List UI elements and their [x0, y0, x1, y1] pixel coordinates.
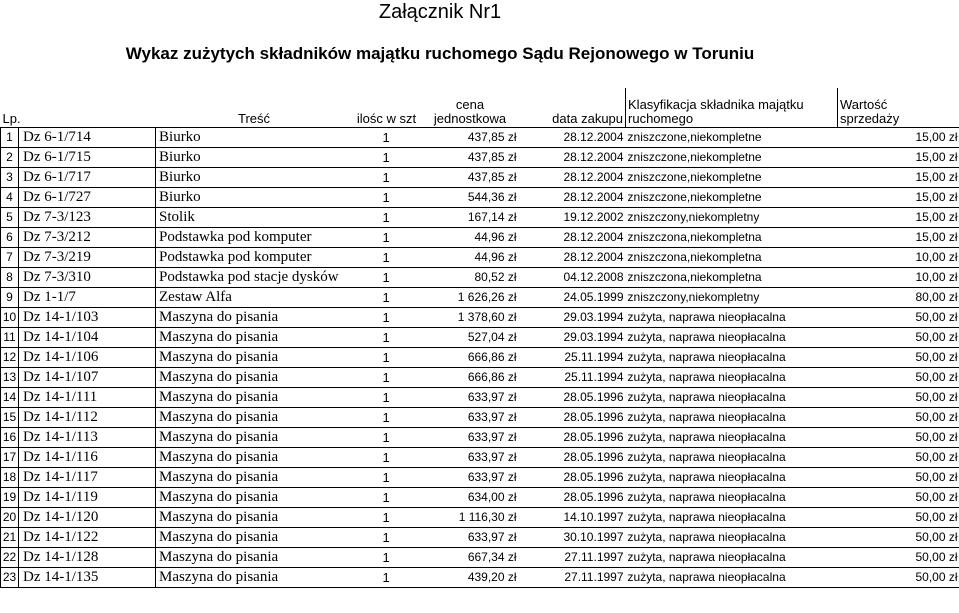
row-classification: zniszczone,niekompletne [626, 128, 838, 148]
row-purchase-date: 28.12.2004 [520, 128, 626, 148]
header-tresc: Treść [238, 111, 271, 126]
row-unit-price: 44,96 zł [421, 228, 520, 248]
row-item-name: Maszyna do pisania [156, 448, 353, 468]
row-classification: zużyta, naprawa nieopłacalna [626, 368, 838, 388]
row-sale-value: 10,00 zł [838, 268, 959, 288]
row-quantity: 1 [353, 328, 421, 348]
row-item-name: Podstawka pod stacje dysków [156, 268, 353, 288]
row-classification: zniszczone,niekompletne [626, 148, 838, 168]
row-unit-price: 633,97 zł [421, 468, 520, 488]
table-row [1, 308, 959, 328]
table-row [1, 528, 959, 548]
row-purchase-date: 28.12.2004 [520, 228, 626, 248]
row-sale-value: 50,00 zł [838, 448, 959, 468]
row-classification: zniszczone,niekompletne [626, 188, 838, 208]
row-inventory-number: Dz 14-1/135 [19, 568, 156, 588]
row-quantity: 1 [353, 228, 421, 248]
table-row [1, 268, 959, 288]
table-row [1, 408, 959, 428]
row-unit-price: 167,14 zł [421, 208, 520, 228]
row-classification: zużyta, naprawa nieopłacalna [626, 308, 838, 328]
row-sale-value: 50,00 zł [838, 528, 959, 548]
table-row [1, 548, 959, 568]
table-row [1, 448, 959, 468]
row-item-name: Biurko [156, 168, 353, 188]
row-item-name: Maszyna do pisania [156, 568, 353, 588]
row-item-name: Maszyna do pisania [156, 508, 353, 528]
table-row [1, 128, 959, 148]
row-classification: zużyta, naprawa nieopłacalna [626, 328, 838, 348]
document-title: Załącznik Nr1 [378, 1, 502, 23]
row-classification: zniszczona,niekompletna [626, 268, 838, 288]
row-quantity: 1 [353, 448, 421, 468]
row-lp: 21 [1, 528, 19, 548]
row-item-name: Podstawka pod komputer [156, 248, 353, 268]
row-sale-value: 15,00 zł [838, 168, 959, 188]
row-lp: 16 [1, 428, 19, 448]
row-lp: 19 [1, 488, 19, 508]
row-quantity: 1 [353, 468, 421, 488]
row-lp: 5 [1, 208, 19, 228]
row-quantity: 1 [353, 188, 421, 208]
row-classification: zużyta, naprawa nieopłacalna [626, 428, 838, 448]
row-sale-value: 50,00 zł [838, 488, 959, 508]
row-lp: 8 [1, 268, 19, 288]
row-lp: 7 [1, 248, 19, 268]
row-classification: zniszczone,niekompletne [626, 168, 838, 188]
row-quantity: 1 [353, 248, 421, 268]
table-row [1, 328, 959, 348]
row-classification: zniszczona,niekompletna [626, 228, 838, 248]
row-unit-price: 633,97 zł [421, 408, 520, 428]
row-unit-price: 544,36 zł [421, 188, 520, 208]
row-unit-price: 666,86 zł [421, 368, 520, 388]
row-unit-price: 667,34 zł [421, 548, 520, 568]
row-classification: zużyta, naprawa nieopłacalna [626, 408, 838, 428]
row-lp: 4 [1, 188, 19, 208]
row-sale-value: 15,00 zł [838, 148, 959, 168]
row-inventory-number: Dz 14-1/128 [19, 548, 156, 568]
row-item-name: Zestaw Alfa [156, 288, 353, 308]
header-data-zakupu: data zakupu [552, 111, 624, 126]
row-classification: zużyta, naprawa nieopłacalna [626, 508, 838, 528]
table-row [1, 428, 959, 448]
row-item-name: Maszyna do pisania [156, 428, 353, 448]
header-klasyfikacja: Klasyfikacja składnika majątku ruchomego [626, 88, 838, 128]
row-item-name: Maszyna do pisania [156, 328, 353, 348]
row-inventory-number: Dz 14-1/117 [19, 468, 156, 488]
row-purchase-date: 04.12.2008 [520, 268, 626, 288]
row-sale-value: 50,00 zł [838, 508, 959, 528]
row-unit-price: 633,97 zł [421, 528, 520, 548]
row-quantity: 1 [353, 408, 421, 428]
table-row [1, 468, 959, 488]
row-sale-value: 15,00 zł [838, 228, 959, 248]
table-row [1, 208, 959, 228]
row-sale-value: 50,00 zł [838, 328, 959, 348]
row-lp: 2 [1, 148, 19, 168]
table-row [1, 228, 959, 248]
row-item-name: Stolik [156, 208, 353, 228]
row-purchase-date: 28.12.2004 [520, 248, 626, 268]
row-unit-price: 439,20 zł [421, 568, 520, 588]
row-purchase-date: 27.11.1997 [520, 548, 626, 568]
row-purchase-date: 30.10.1997 [520, 528, 626, 548]
row-inventory-number: Dz 14-1/116 [19, 448, 156, 468]
row-sale-value: 15,00 zł [838, 208, 959, 228]
row-lp: 9 [1, 288, 19, 308]
table-row [1, 148, 959, 168]
row-lp: 3 [1, 168, 19, 188]
row-unit-price: 80,52 zł [421, 268, 520, 288]
row-item-name: Biurko [156, 148, 353, 168]
row-inventory-number: Dz 7-3/219 [19, 248, 156, 268]
row-item-name: Maszyna do pisania [156, 368, 353, 388]
row-purchase-date: 28.12.2004 [520, 168, 626, 188]
row-item-name: Maszyna do pisania [156, 548, 353, 568]
header-ilosc: ilośc w szt [356, 111, 417, 126]
row-purchase-date: 28.05.1996 [520, 448, 626, 468]
table-row [1, 288, 959, 308]
row-quantity: 1 [353, 128, 421, 148]
row-purchase-date: 25.11.1994 [520, 368, 626, 388]
row-inventory-number: Dz 14-1/120 [19, 508, 156, 528]
row-sale-value: 50,00 zł [838, 428, 959, 448]
row-quantity: 1 [353, 148, 421, 168]
row-unit-price: 527,04 zł [421, 328, 520, 348]
row-inventory-number: Dz 14-1/104 [19, 328, 156, 348]
row-purchase-date: 28.12.2004 [520, 188, 626, 208]
row-quantity: 1 [353, 548, 421, 568]
row-item-name: Maszyna do pisania [156, 468, 353, 488]
table-row [1, 388, 959, 408]
row-item-name: Podstawka pod komputer [156, 228, 353, 248]
row-inventory-number: Dz 14-1/112 [19, 408, 156, 428]
row-sale-value: 50,00 zł [838, 308, 959, 328]
row-unit-price: 437,85 zł [421, 168, 520, 188]
row-unit-price: 1 626,26 zł [421, 288, 520, 308]
row-item-name: Maszyna do pisania [156, 528, 353, 548]
row-purchase-date: 28.05.1996 [520, 388, 626, 408]
row-classification: zużyta, naprawa nieopłacalna [626, 348, 838, 368]
row-inventory-number: Dz 6-1/715 [19, 148, 156, 168]
row-classification: zużyta, naprawa nieopłacalna [626, 548, 838, 568]
row-unit-price: 1 378,60 zł [421, 308, 520, 328]
row-classification: zużyta, naprawa nieopłacalna [626, 568, 838, 588]
row-quantity: 1 [353, 208, 421, 228]
row-lp: 15 [1, 408, 19, 428]
row-inventory-number: Dz 14-1/113 [19, 428, 156, 448]
row-unit-price: 633,97 zł [421, 448, 520, 468]
assets-table [0, 88, 959, 588]
row-item-name: Maszyna do pisania [156, 408, 353, 428]
row-quantity: 1 [353, 488, 421, 508]
row-quantity: 1 [353, 268, 421, 288]
row-item-name: Maszyna do pisania [156, 348, 353, 368]
row-classification: zużyta, naprawa nieopłacalna [626, 488, 838, 508]
row-sale-value: 10,00 zł [838, 248, 959, 268]
row-inventory-number: Dz 14-1/122 [19, 528, 156, 548]
row-inventory-number: Dz 14-1/103 [19, 308, 156, 328]
row-quantity: 1 [353, 568, 421, 588]
row-purchase-date: 28.12.2004 [520, 148, 626, 168]
row-purchase-date: 19.12.2002 [520, 208, 626, 228]
row-classification: zużyta, naprawa nieopłacalna [626, 388, 838, 408]
row-unit-price: 1 116,30 zł [421, 508, 520, 528]
row-item-name: Biurko [156, 128, 353, 148]
header-lp: Lp. [2, 111, 21, 126]
row-sale-value: 15,00 zł [838, 188, 959, 208]
row-item-name: Maszyna do pisania [156, 488, 353, 508]
row-quantity: 1 [353, 528, 421, 548]
row-inventory-number: Dz 6-1/714 [19, 128, 156, 148]
table-row [1, 488, 959, 508]
row-inventory-number: Dz 14-1/111 [19, 388, 156, 408]
row-unit-price: 666,86 zł [421, 348, 520, 368]
row-classification: zniszczony,niekompletny [626, 288, 838, 308]
row-purchase-date: 28.05.1996 [520, 468, 626, 488]
row-sale-value: 50,00 zł [838, 408, 959, 428]
row-lp: 17 [1, 448, 19, 468]
row-sale-value: 50,00 zł [838, 468, 959, 488]
row-unit-price: 633,97 zł [421, 388, 520, 408]
row-sale-value: 50,00 zł [838, 388, 959, 408]
row-quantity: 1 [353, 308, 421, 328]
row-lp: 20 [1, 508, 19, 528]
table-row [1, 568, 959, 588]
row-quantity: 1 [353, 428, 421, 448]
table-row [1, 368, 959, 388]
row-sale-value: 50,00 zł [838, 548, 959, 568]
row-inventory-number: Dz 7-3/123 [19, 208, 156, 228]
row-purchase-date: 28.05.1996 [520, 488, 626, 508]
row-lp: 6 [1, 228, 19, 248]
row-purchase-date: 25.11.1994 [520, 348, 626, 368]
row-quantity: 1 [353, 348, 421, 368]
document-subtitle: Wykaz zużytych składników majątku ruchomego Sądu Rejonowego w Toruniu [125, 44, 755, 63]
row-unit-price: 437,85 zł [421, 128, 520, 148]
row-quantity: 1 [353, 288, 421, 308]
row-lp: 22 [1, 548, 19, 568]
row-unit-price: 634,00 zł [421, 488, 520, 508]
row-inventory-number: Dz 14-1/107 [19, 368, 156, 388]
row-unit-price: 44,96 zł [421, 248, 520, 268]
row-purchase-date: 28.05.1996 [520, 408, 626, 428]
row-quantity: 1 [353, 368, 421, 388]
table-row [1, 188, 959, 208]
row-item-name: Maszyna do pisania [156, 388, 353, 408]
row-classification: zużyta, naprawa nieopłacalna [626, 468, 838, 488]
table-header-row [1, 88, 959, 128]
row-classification: zużyta, naprawa nieopłacalna [626, 528, 838, 548]
row-lp: 1 [1, 128, 19, 148]
row-quantity: 1 [353, 508, 421, 528]
header-wartosc: Wartość sprzedaży [838, 88, 959, 128]
table-row [1, 508, 959, 528]
row-inventory-number: Dz 7-3/212 [19, 228, 156, 248]
row-unit-price: 437,85 zł [421, 148, 520, 168]
row-lp: 14 [1, 388, 19, 408]
row-classification: zniszczona,niekompletna [626, 248, 838, 268]
row-lp: 10 [1, 308, 19, 328]
row-inventory-number: Dz 14-1/106 [19, 348, 156, 368]
row-purchase-date: 14.10.1997 [520, 508, 626, 528]
row-sale-value: 50,00 zł [838, 348, 959, 368]
header-cena: cena jednostkowa [433, 97, 507, 126]
row-inventory-number: Dz 1-1/7 [19, 288, 156, 308]
row-purchase-date: 24.05.1999 [520, 288, 626, 308]
row-sale-value: 15,00 zł [838, 128, 959, 148]
row-sale-value: 80,00 zł [838, 288, 959, 308]
row-classification: zniszczony,niekompletny [626, 208, 838, 228]
row-inventory-number: Dz 6-1/717 [19, 168, 156, 188]
row-item-name: Maszyna do pisania [156, 308, 353, 328]
row-unit-price: 633,97 zł [421, 428, 520, 448]
row-sale-value: 50,00 zł [838, 368, 959, 388]
table-row [1, 168, 959, 188]
row-lp: 18 [1, 468, 19, 488]
row-purchase-date: 29.03.1994 [520, 328, 626, 348]
row-purchase-date: 28.05.1996 [520, 428, 626, 448]
row-lp: 13 [1, 368, 19, 388]
row-lp: 12 [1, 348, 19, 368]
row-lp: 23 [1, 568, 19, 588]
row-quantity: 1 [353, 168, 421, 188]
row-lp: 11 [1, 328, 19, 348]
table-row [1, 348, 959, 368]
row-purchase-date: 27.11.1997 [520, 568, 626, 588]
row-classification: zużyta, naprawa nieopłacalna [626, 448, 838, 468]
row-sale-value: 50,00 zł [838, 568, 959, 588]
row-quantity: 1 [353, 388, 421, 408]
row-inventory-number: Dz 7-3/310 [19, 268, 156, 288]
row-item-name: Biurko [156, 188, 353, 208]
row-inventory-number: Dz 14-1/119 [19, 488, 156, 508]
table-row [1, 248, 959, 268]
row-purchase-date: 29.03.1994 [520, 308, 626, 328]
row-inventory-number: Dz 6-1/727 [19, 188, 156, 208]
